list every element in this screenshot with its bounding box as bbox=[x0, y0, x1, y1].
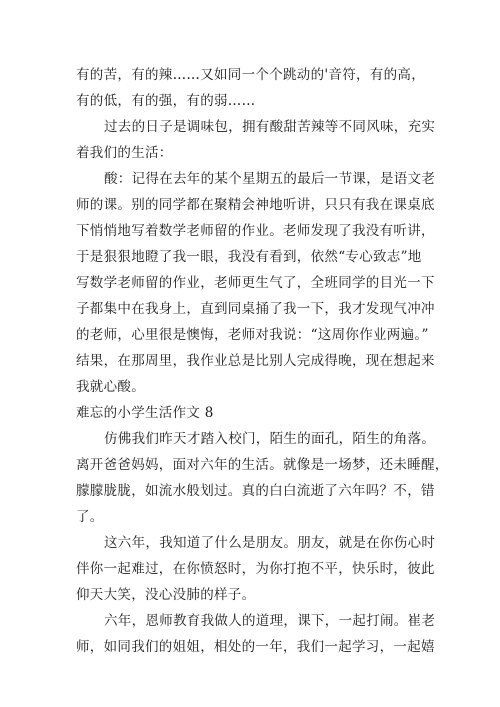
paragraph-line: 师的课。别的同学都在聚精会神地听讲，只只有我在课桌底 bbox=[76, 197, 435, 213]
section-heading: 难忘的小学生活作文 8 bbox=[76, 405, 214, 421]
paragraph-line: 于是狠狠地瞪了我一眼，我没有看到，依然“专心致志”地 bbox=[76, 249, 422, 265]
paragraph-line: 酸：记得在去年的某个星期五的最后一节课，是语文老 bbox=[104, 171, 436, 187]
paragraph-line: 子都集中在我身上，直到同桌捅了我一下，我才发现气冲冲 bbox=[76, 301, 435, 317]
paragraph-line: 这六年，我知道了什么是朋友。朋友，就是在你伤心时 bbox=[104, 535, 436, 551]
paragraph-line: 着我们的生活： bbox=[76, 145, 173, 161]
paragraph-line: 了。 bbox=[76, 509, 104, 525]
paragraph-line: 有的低，有的强，有的弱…… bbox=[76, 93, 256, 109]
paragraph-line: 离开爸爸妈妈，面对六年的生活。就像是一场梦，还未睡醒， bbox=[76, 457, 449, 473]
paragraph-line: 下悄悄地写着数学老师留的作业。老师发现了我没有听讲， bbox=[76, 223, 435, 239]
paragraph-line: 结果，在那周里，我作业总是比别人完成得晚，现在想起来 bbox=[76, 353, 435, 369]
paragraph-line: 的老师，心里很是懊悔，老师对我说：“这周你作业两遍。” bbox=[76, 327, 429, 343]
paragraph-line: 有的苦，有的辣……又如同一个个跳动的'音符，有的高， bbox=[76, 67, 426, 83]
paragraph-line: 六年，恩师教育我做人的道理，课下，一起打闹。崔老 bbox=[104, 613, 436, 629]
paragraph-line: 朦朦胧胧，如流水般划过。真的白白流逝了六年吗？不，错 bbox=[76, 483, 435, 499]
paragraph-line: 伴你一起难过，在你愤怒时，为你打抱不平，快乐时，彼此 bbox=[76, 561, 435, 577]
paragraph-line: 过去的日子是调味包，拥有酸甜苦辣等不同风味，充实 bbox=[104, 119, 436, 135]
paragraph-line: 仿佛我们昨天才踏入校门，陌生的面孔，陌生的角落。 bbox=[104, 431, 436, 447]
paragraph-line: 我就心酸。 bbox=[76, 379, 145, 395]
paragraph-line: 写数学老师留的作业，老师更生气了，全班同学的目光一下 bbox=[76, 275, 435, 291]
paragraph-line: 仰天大笑，没心没肺的样子。 bbox=[76, 587, 256, 603]
paragraph-line: 师，如同我们的姐姐，相处的一年，我们一起学习，一起嬉 bbox=[76, 639, 435, 655]
